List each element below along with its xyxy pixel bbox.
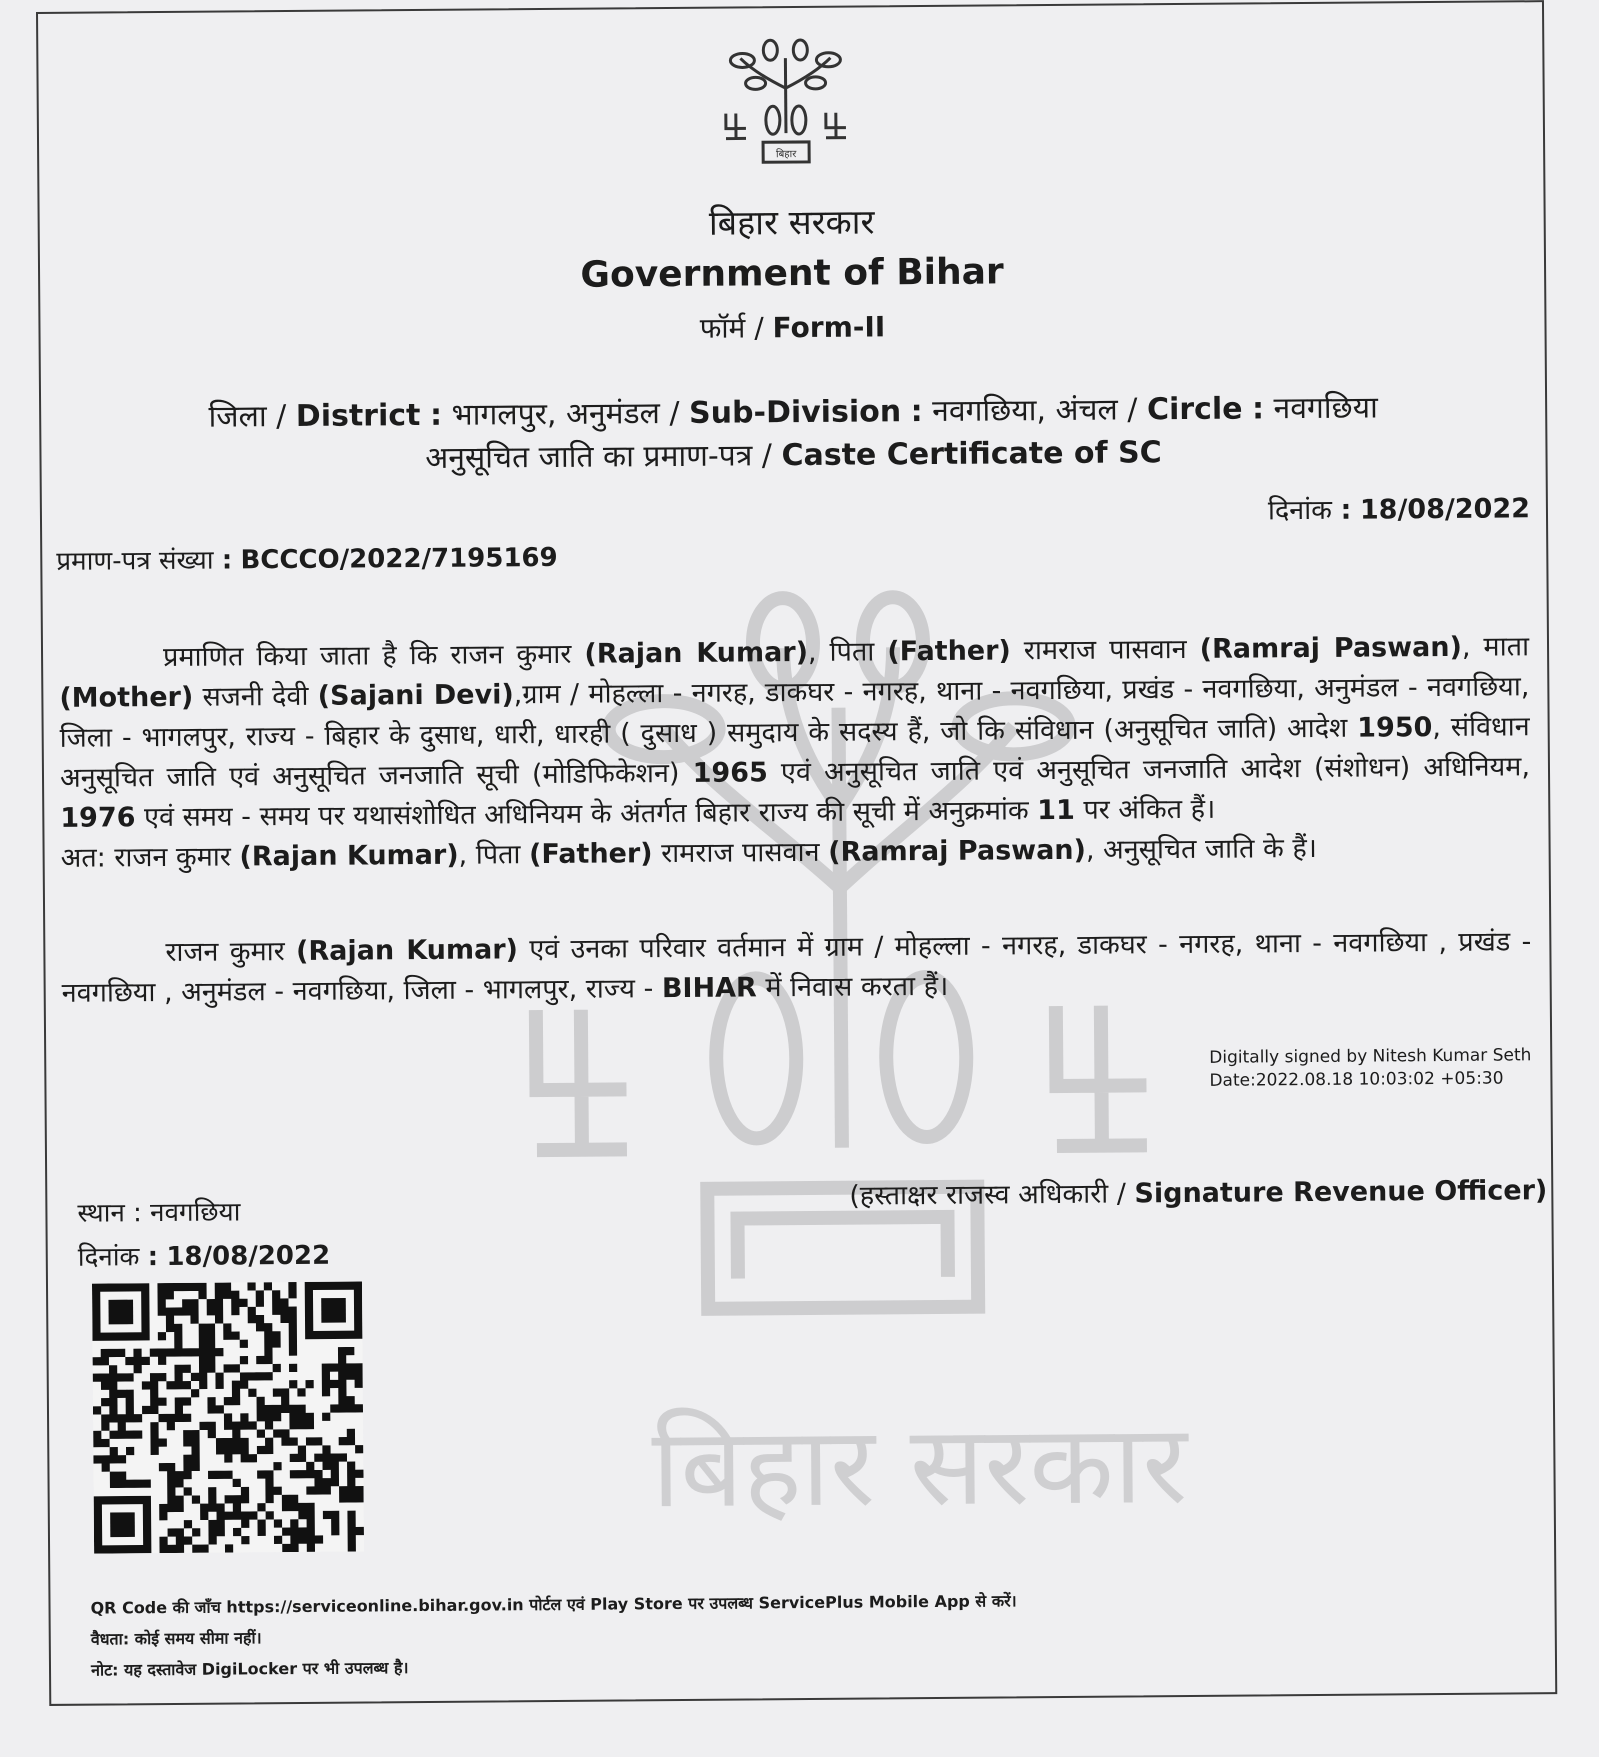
circle-label: Circle (1146, 391, 1243, 428)
subdivision-label: Sub-Division (688, 394, 902, 431)
signature-label-english: Signature Revenue Officer) (1134, 1175, 1548, 1210)
certificate-type-english: Caste Certificate of SC (781, 435, 1162, 474)
digital-signature-block (1209, 1044, 1531, 1093)
certificate-number-label: प्रमाण-पत्र संख्या (56, 545, 214, 577)
subdivision-label-hindi: अनुमंडल (565, 396, 661, 432)
svg-text:बिहार: बिहार (775, 149, 797, 161)
watermark-text: बिहार सरकार (651, 1400, 1188, 1533)
district-label: District (295, 397, 421, 434)
certificate-body-paragraph-1: प्रमाणित किया जाता है कि राजन कुमार (Rajan Kumar), पिता (Father) रामराज पासवान (Ramraj Paswan), माता (Mother) सजनी देवी (Sajani Devi),ग्राम / मोहल्ला - नगरह, डाकघर - नगरह, थाना - नवगछिया, प्रखंड - नवगछिया, अनुमंडल - नवगछिया, जिला - भागलपुर, राज्य - बिहार के दुसाध, धारी, धारही ( दुसाध ) समुदाय के सदस्य हैं, जो कि संविधान (अनुसूचित जाति) आदेश 1950, संविधान अनुसूचित जाति एवं अनुसूचित जनजाति सूची (मोडिफिकेशन) 1965 एवं अनुसूचित जाति एवं अनुसूचित जनजाति आदेश (संशोधन) अधिनियम, 1976 एवं समय - समय पर यथासंशोधित अधिनियम के अंतर्गत बिहार राज्य की सूची में अनुक्रमांक 11 पर अंकित हैं। अत: राजन कुमार (Rajan Kumar), पिता (Father) रामराज पासवान (Ramraj Paswan), अनुसूचित जाति के हैं। (59, 631, 1531, 874)
place: स्थान : नवगछिया (77, 1197, 241, 1229)
subdivision-value: नवगछिया (932, 393, 1037, 429)
digital-signature-date: Date:2022.08.18 10:03:02 +05:30 (1209, 1068, 1504, 1091)
bodhi-tree-emblem-icon (720, 38, 851, 169)
district-line: जिला / District : भागलपुर, अनुमंडल / Sub-Division : नवगछिया, अंचल / Circle : नवगछिया (208, 390, 1378, 435)
certificate-type: अनुसूचित जाति का प्रमाण-पत्र / Caste Certificate of SC (425, 435, 1162, 476)
place-date-value: 18/08/2022 (166, 1240, 331, 1273)
qr-code[interactable] (92, 1281, 364, 1553)
certificate-type-hindi: अनुसूचित जाति का प्रमाण-पत्र (425, 438, 753, 476)
district-label-hindi: जिला (208, 399, 267, 435)
issue-date-label: दिनांक (1267, 494, 1333, 527)
footer-qr-verification-note: QR Code की जाँच https://serviceonline.bihar.gov.in पोर्टल एवं Play Store पर उपलब्ध ServicePlus Mobile App से करें। (90, 1591, 1017, 1618)
certificate-number: प्रमाण-पत्र संख्या : BCCCO/2022/7195169 (56, 542, 558, 577)
place-value: नवगछिया (149, 1197, 241, 1229)
issue-date-value: 18/08/2022 (1359, 493, 1531, 526)
place-date-label: दिनांक (77, 1242, 140, 1273)
form-title: फॉर्म / Form-II (699, 310, 886, 345)
place-label: स्थान (77, 1198, 125, 1229)
issue-date: दिनांक : 18/08/2022 (1267, 493, 1531, 527)
form-label-hindi: फॉर्म (699, 311, 746, 345)
footer-digilocker-note: नोट: यह दस्तावेज DigiLocker पर भी उपलब्ध है। (90, 1658, 409, 1680)
footer-validity-note: वैधता: कोई समय सीमा नहीं। (90, 1628, 262, 1649)
digital-signature-signer: Digitally signed by Nitesh Kumar Seth (1209, 1045, 1532, 1068)
place-date: दिनांक : 18/08/2022 (77, 1240, 331, 1273)
certificate-number-value: BCCCO/2022/7195169 (240, 542, 558, 576)
certificate-body-paragraph-2: राजन कुमार (Rajan Kumar) एवं उनका परिवार वर्तमान में ग्राम / मोहल्ला - नगरह, डाकघर - नगरह, थाना - नवगछिया , प्रखंड - नवगछिया , अनुमंडल - नवगछिया, जिला - भागलपुर, राज्य - BIHAR में निवास करता हैं। (61, 926, 1532, 1009)
qr-code-icon (92, 1281, 364, 1553)
circle-value: नवगछिया (1273, 390, 1378, 427)
form-label: Form-II (772, 310, 886, 345)
signature-revenue-officer: (हस्ताक्षर राजस्व अधिकारी / Signature Revenue Officer) (849, 1175, 1548, 1212)
certificate-sheet (36, 0, 1557, 1706)
signature-label-hindi: (हस्ताक्षर राजस्व अधिकारी (849, 1178, 1109, 1212)
government-title: Government of Bihar (580, 251, 1004, 296)
district-value: भागलपुर (451, 397, 548, 433)
government-title-hindi: बिहार सरकार (708, 202, 875, 244)
bihar-emblem (720, 38, 851, 169)
circle-label-hindi: अंचल (1055, 392, 1118, 429)
